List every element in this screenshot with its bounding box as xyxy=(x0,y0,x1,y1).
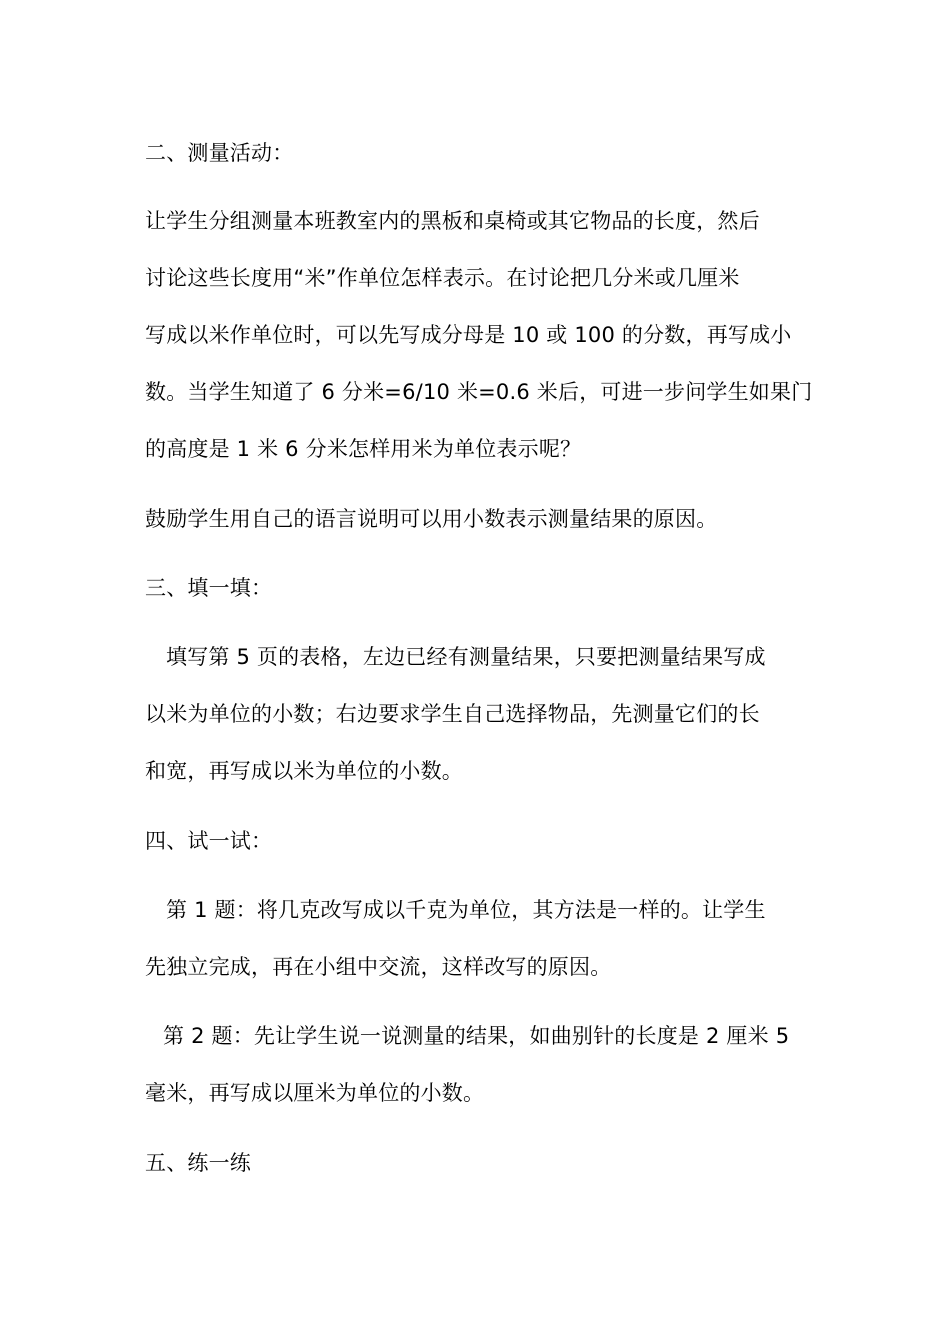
section-heading-fill-in: 三、填一填： xyxy=(145,576,273,600)
section-heading-try: 四、试一试： xyxy=(145,829,273,853)
section-heading-measuring: 二、测量活动： xyxy=(145,141,294,165)
paragraph-line: 数。当学生知道了 6 分米=6/10 米=0.6 米后，可进一步问学生如果门 xyxy=(145,380,813,404)
paragraph-line: 先独立完成，再在小组中交流，这样改写的原因。 xyxy=(145,955,612,979)
paragraph-line: 鼓励学生用自己的语言说明可以用小数表示测量结果的原因。 xyxy=(145,507,718,531)
paragraph-line: 讨论这些长度用“米”作单位怎样表示。在讨论把几分米或几厘米 xyxy=(145,266,740,290)
paragraph-line: 以米为单位的小数；右边要求学生自己选择物品，先测量它们的长 xyxy=(145,702,760,726)
paragraph-line: 第 1 题：将几克改写成以千克为单位，其方法是一样的。让学生 xyxy=(166,898,766,922)
paragraph-line: 第 2 题：先让学生说一说测量的结果，如曲别针的长度是 2 厘米 5 xyxy=(163,1024,790,1048)
paragraph-line: 毫米，再写成以厘米为单位的小数。 xyxy=(145,1081,485,1105)
paragraph-line: 的高度是 1 米 6 分米怎样用米为单位表示呢？ xyxy=(145,437,582,461)
paragraph-line: 写成以米作单位时，可以先写成分母是 10 或 100 的分数，再写成小 xyxy=(145,323,792,347)
paragraph-line: 和宽，再写成以米为单位的小数。 xyxy=(145,759,463,783)
paragraph-line: 填写第 5 页的表格，左边已经有测量结果，只要把测量结果写成 xyxy=(166,645,766,669)
section-heading-practice: 五、练一练 xyxy=(145,1151,251,1175)
paragraph-line: 让学生分组测量本班教室内的黑板和桌椅或其它物品的长度，然后 xyxy=(145,209,760,233)
